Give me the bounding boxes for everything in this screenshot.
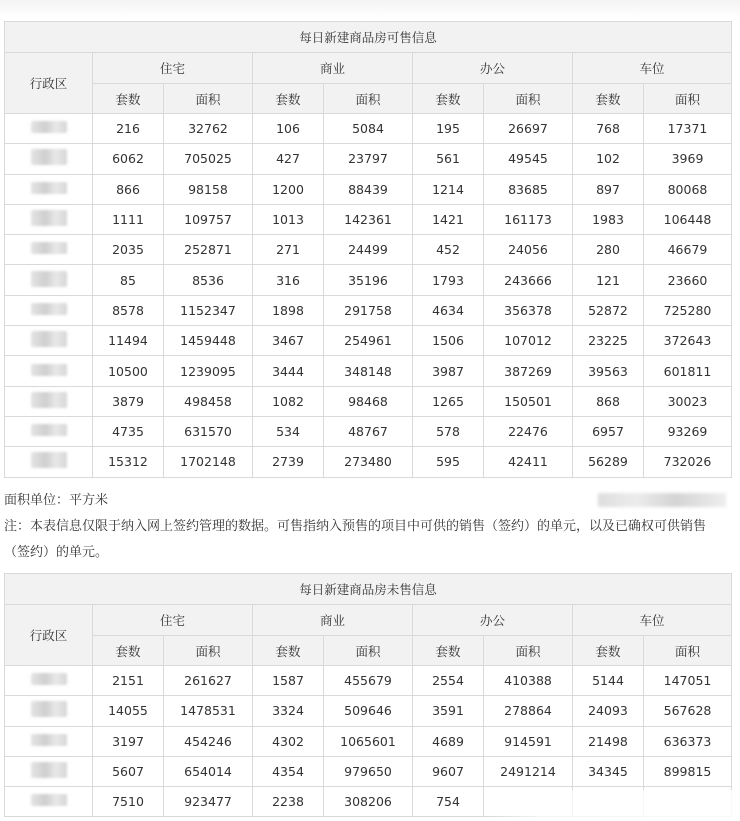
unit-count-cell: 1506 xyxy=(413,326,484,356)
unit-count-cell: 5607 xyxy=(93,756,164,786)
area-cell: 923477 xyxy=(164,787,253,817)
blurred-region-label xyxy=(31,331,67,347)
area-cell: 356378 xyxy=(484,295,573,325)
area-cell: 654014 xyxy=(164,756,253,786)
table-row xyxy=(5,174,732,204)
area-cell: 1239095 xyxy=(164,356,253,386)
area-cell: 261627 xyxy=(164,666,253,696)
area-cell: 98468 xyxy=(324,386,413,416)
area-cell: 243666 xyxy=(484,265,573,295)
area-cell: 636373 xyxy=(644,726,732,756)
area-cell: 1702148 xyxy=(164,447,253,477)
unit-count-cell: 1793 xyxy=(413,265,484,295)
table-row xyxy=(5,756,732,786)
subheader-area: 面积 xyxy=(484,84,573,114)
area-cell: 348148 xyxy=(324,356,413,386)
table-row xyxy=(5,696,732,726)
area-cell: 509646 xyxy=(324,696,413,726)
region-name-blurred xyxy=(5,787,93,817)
unit-count-cell: 534 xyxy=(253,416,324,446)
area-cell: 30023 xyxy=(644,386,732,416)
area-cell: 252871 xyxy=(164,235,253,265)
region-name-blurred xyxy=(5,666,93,696)
area-cell: 93269 xyxy=(644,416,732,446)
unit-count-cell: 3879 xyxy=(93,386,164,416)
unit-count-cell: 56289 xyxy=(573,447,644,477)
group-header-parking: 车位 xyxy=(573,53,732,84)
region-name-blurred xyxy=(5,356,93,386)
area-cell: 455679 xyxy=(324,666,413,696)
region-name-blurred xyxy=(5,447,93,477)
unit-count-cell: 15312 xyxy=(93,447,164,477)
unit-count-cell: 4302 xyxy=(253,726,324,756)
area-cell: 387269 xyxy=(484,356,573,386)
unit-count-cell: 4354 xyxy=(253,756,324,786)
unit-count-cell: 2554 xyxy=(413,666,484,696)
subheader-area: 面积 xyxy=(324,636,413,666)
unit-count-cell: 754 xyxy=(413,787,484,817)
unit-count-cell: 11494 xyxy=(93,326,164,356)
area-cell: 1152347 xyxy=(164,295,253,325)
group-header-parking: 车位 xyxy=(573,605,732,636)
subheader-area: 面积 xyxy=(644,84,732,114)
area-cell: 291758 xyxy=(324,295,413,325)
subheader-area: 面积 xyxy=(164,84,253,114)
subheader-area: 面积 xyxy=(324,84,413,114)
unsold-listings-table xyxy=(4,573,732,817)
area-cell: 372643 xyxy=(644,326,732,356)
blurred-region-label xyxy=(31,762,67,778)
unit-count-cell: 866 xyxy=(93,174,164,204)
area-cell: 49545 xyxy=(484,144,573,174)
area-cell: 631570 xyxy=(164,416,253,446)
blurred-region-label xyxy=(31,121,67,133)
unit-count-cell: 195 xyxy=(413,114,484,144)
unit-count-cell: 4735 xyxy=(93,416,164,446)
area-cell: 161173 xyxy=(484,204,573,234)
area-cell: 979650 xyxy=(324,756,413,786)
area-cell: 147051 xyxy=(644,666,732,696)
table-row xyxy=(5,235,732,265)
group-header-residential: 住宅 xyxy=(93,605,253,636)
area-cell: 46679 xyxy=(644,235,732,265)
area-cell: 498458 xyxy=(164,386,253,416)
area-cell: 2491214 xyxy=(484,756,573,786)
unit-count-cell: 1214 xyxy=(413,174,484,204)
area-cell: 88439 xyxy=(324,174,413,204)
area-cell: 83685 xyxy=(484,174,573,204)
region-name-blurred xyxy=(5,416,93,446)
area-cell: 5084 xyxy=(324,114,413,144)
unit-count-cell: 24093 xyxy=(573,696,644,726)
area-unit-note: 面积单位：平方米 xyxy=(4,493,109,508)
blurred-region-label xyxy=(31,424,67,436)
area-cell: 35196 xyxy=(324,265,413,295)
table-row xyxy=(5,144,732,174)
disclaimer-note: 注：本表信息仅限于纳入网上签约管理的数据。可售指纳入预售的项目中可供的销售（签约）的单元，以及已确权可供销售（签约）的单元。 xyxy=(4,519,707,560)
blurred-region-label xyxy=(31,452,67,468)
group-header-commercial: 商业 xyxy=(253,53,413,84)
area-cell: 42411 xyxy=(484,447,573,477)
region-name-blurred xyxy=(5,235,93,265)
subheader-area: 面积 xyxy=(644,636,732,666)
unit-count-cell: 3591 xyxy=(413,696,484,726)
unit-count-cell: 3467 xyxy=(253,326,324,356)
region-name-blurred xyxy=(5,204,93,234)
unit-count-cell: 85 xyxy=(93,265,164,295)
area-cell: 254961 xyxy=(324,326,413,356)
region-name-blurred xyxy=(5,326,93,356)
unit-count-cell: 10500 xyxy=(93,356,164,386)
blurred-region-label xyxy=(31,242,67,254)
unit-count-cell: 14055 xyxy=(93,696,164,726)
region-header: 行政区 xyxy=(5,53,93,114)
unit-count-cell: 6957 xyxy=(573,416,644,446)
unit-count-cell: 3197 xyxy=(93,726,164,756)
unit-count-cell: 21498 xyxy=(573,726,644,756)
region-name-blurred xyxy=(5,696,93,726)
table-row xyxy=(5,416,732,446)
table-row xyxy=(5,295,732,325)
unit-count-cell: 102 xyxy=(573,144,644,174)
blurred-region-label xyxy=(31,794,67,806)
region-header: 行政区 xyxy=(5,605,93,666)
unit-count-cell: 121 xyxy=(573,265,644,295)
unit-count-cell: 34345 xyxy=(573,756,644,786)
table-row xyxy=(5,386,732,416)
subheader-count: 套数 xyxy=(573,636,644,666)
area-cell: 24499 xyxy=(324,235,413,265)
area-cell: 48767 xyxy=(324,416,413,446)
unit-count-cell: 3444 xyxy=(253,356,324,386)
unit-count-cell: 595 xyxy=(413,447,484,477)
region-name-blurred xyxy=(5,386,93,416)
unit-count-cell: 280 xyxy=(573,235,644,265)
unit-count-cell: 106 xyxy=(253,114,324,144)
table-title: 每日新建商品房可售信息 xyxy=(5,22,732,53)
group-header-commercial: 商业 xyxy=(253,605,413,636)
area-cell: 914591 xyxy=(484,726,573,756)
group-header-office: 办公 xyxy=(413,53,573,84)
subheader-count: 套数 xyxy=(93,636,164,666)
unit-count-cell: 561 xyxy=(413,144,484,174)
region-name-blurred xyxy=(5,756,93,786)
unit-count-cell: 1898 xyxy=(253,295,324,325)
unit-count-cell: 1983 xyxy=(573,204,644,234)
table-row xyxy=(5,666,732,696)
area-cell: 24056 xyxy=(484,235,573,265)
area-cell: 8536 xyxy=(164,265,253,295)
top-fade xyxy=(0,0,740,18)
subheader-count: 套数 xyxy=(253,84,324,114)
unit-count-cell: 1082 xyxy=(253,386,324,416)
area-cell: 601811 xyxy=(644,356,732,386)
unit-count-cell: 1587 xyxy=(253,666,324,696)
blurred-region-label xyxy=(31,392,67,408)
unit-count-cell: 2035 xyxy=(93,235,164,265)
area-cell: 1478531 xyxy=(164,696,253,726)
unit-count-cell: 897 xyxy=(573,174,644,204)
region-name-blurred xyxy=(5,114,93,144)
subheader-count: 套数 xyxy=(573,84,644,114)
area-cell: 32762 xyxy=(164,114,253,144)
region-name-blurred xyxy=(5,726,93,756)
table-title: 每日新建商品房未售信息 xyxy=(5,574,732,605)
area-cell: 3969 xyxy=(644,144,732,174)
region-name-blurred xyxy=(5,265,93,295)
unit-count-cell: 316 xyxy=(253,265,324,295)
blurred-region-label xyxy=(31,734,67,746)
table-row xyxy=(5,447,732,477)
unit-count-cell: 6062 xyxy=(93,144,164,174)
blurred-region-label xyxy=(31,210,67,226)
area-cell: 567628 xyxy=(644,696,732,726)
unit-count-cell: 4634 xyxy=(413,295,484,325)
blurred-region-label xyxy=(31,149,67,165)
unit-count-cell: 578 xyxy=(413,416,484,446)
area-cell: 23797 xyxy=(324,144,413,174)
blurred-region-label xyxy=(31,182,67,194)
unit-count-cell: 7510 xyxy=(93,787,164,817)
area-cell: 22476 xyxy=(484,416,573,446)
unit-count-cell: 2238 xyxy=(253,787,324,817)
unit-count-cell: 39563 xyxy=(573,356,644,386)
area-cell: 106448 xyxy=(644,204,732,234)
blurred-region-label xyxy=(31,364,67,376)
area-cell: 1065601 xyxy=(324,726,413,756)
unit-count-cell: 3324 xyxy=(253,696,324,726)
subheader-count: 套数 xyxy=(93,84,164,114)
unit-count-cell: 1200 xyxy=(253,174,324,204)
area-cell: 150501 xyxy=(484,386,573,416)
area-cell: 273480 xyxy=(324,447,413,477)
group-header-residential: 住宅 xyxy=(93,53,253,84)
table-row xyxy=(5,356,732,386)
unit-count-cell: 452 xyxy=(413,235,484,265)
area-cell: 725280 xyxy=(644,295,732,325)
area-cell: 899815 xyxy=(644,756,732,786)
subheader-area: 面积 xyxy=(164,636,253,666)
unit-count-cell: 8578 xyxy=(93,295,164,325)
subheader-count: 套数 xyxy=(413,84,484,114)
available-listings-table xyxy=(4,21,732,478)
area-cell: 98158 xyxy=(164,174,253,204)
area-cell: 278864 xyxy=(484,696,573,726)
region-name-blurred xyxy=(5,295,93,325)
blurred-region-label xyxy=(31,673,67,685)
table-row xyxy=(5,204,732,234)
region-name-blurred xyxy=(5,144,93,174)
unit-count-cell: 3987 xyxy=(413,356,484,386)
subheader-area: 面积 xyxy=(484,636,573,666)
unit-count-cell: 2739 xyxy=(253,447,324,477)
unit-count-cell: 23225 xyxy=(573,326,644,356)
area-cell: 1459448 xyxy=(164,326,253,356)
area-cell: 454246 xyxy=(164,726,253,756)
blurred-region-label xyxy=(31,303,67,315)
table-row xyxy=(5,265,732,295)
unit-count-cell: 1265 xyxy=(413,386,484,416)
unit-count-cell: 427 xyxy=(253,144,324,174)
region-name-blurred xyxy=(5,174,93,204)
unit-count-cell: 1013 xyxy=(253,204,324,234)
table-row xyxy=(5,114,732,144)
unit-count-cell: 271 xyxy=(253,235,324,265)
unit-count-cell: 52872 xyxy=(573,295,644,325)
area-cell: 308206 xyxy=(324,787,413,817)
blurred-region-label xyxy=(31,271,67,287)
area-cell: 142361 xyxy=(324,204,413,234)
subheader-count: 套数 xyxy=(413,636,484,666)
unit-count-cell: 868 xyxy=(573,386,644,416)
unit-count-cell: 216 xyxy=(93,114,164,144)
area-cell: 26697 xyxy=(484,114,573,144)
area-cell: 17371 xyxy=(644,114,732,144)
unit-count-cell: 1421 xyxy=(413,204,484,234)
subheader-count: 套数 xyxy=(253,636,324,666)
area-cell: 80068 xyxy=(644,174,732,204)
table-row xyxy=(5,326,732,356)
area-cell: 23660 xyxy=(644,265,732,295)
area-cell: 107012 xyxy=(484,326,573,356)
unit-count-cell: 1111 xyxy=(93,204,164,234)
unit-count-cell: 2151 xyxy=(93,666,164,696)
unit-count-cell: 5144 xyxy=(573,666,644,696)
table-row xyxy=(5,726,732,756)
area-cell: 705025 xyxy=(164,144,253,174)
area-cell: 410388 xyxy=(484,666,573,696)
blurred-source-text xyxy=(598,493,726,507)
unit-count-cell: 768 xyxy=(573,114,644,144)
unit-count-cell: 4689 xyxy=(413,726,484,756)
area-cell: 109757 xyxy=(164,204,253,234)
blurred-region-label xyxy=(31,701,67,717)
group-header-office: 办公 xyxy=(413,605,573,636)
area-cell: 732026 xyxy=(644,447,732,477)
unit-count-cell: 9607 xyxy=(413,756,484,786)
bottom-fade xyxy=(490,790,740,821)
